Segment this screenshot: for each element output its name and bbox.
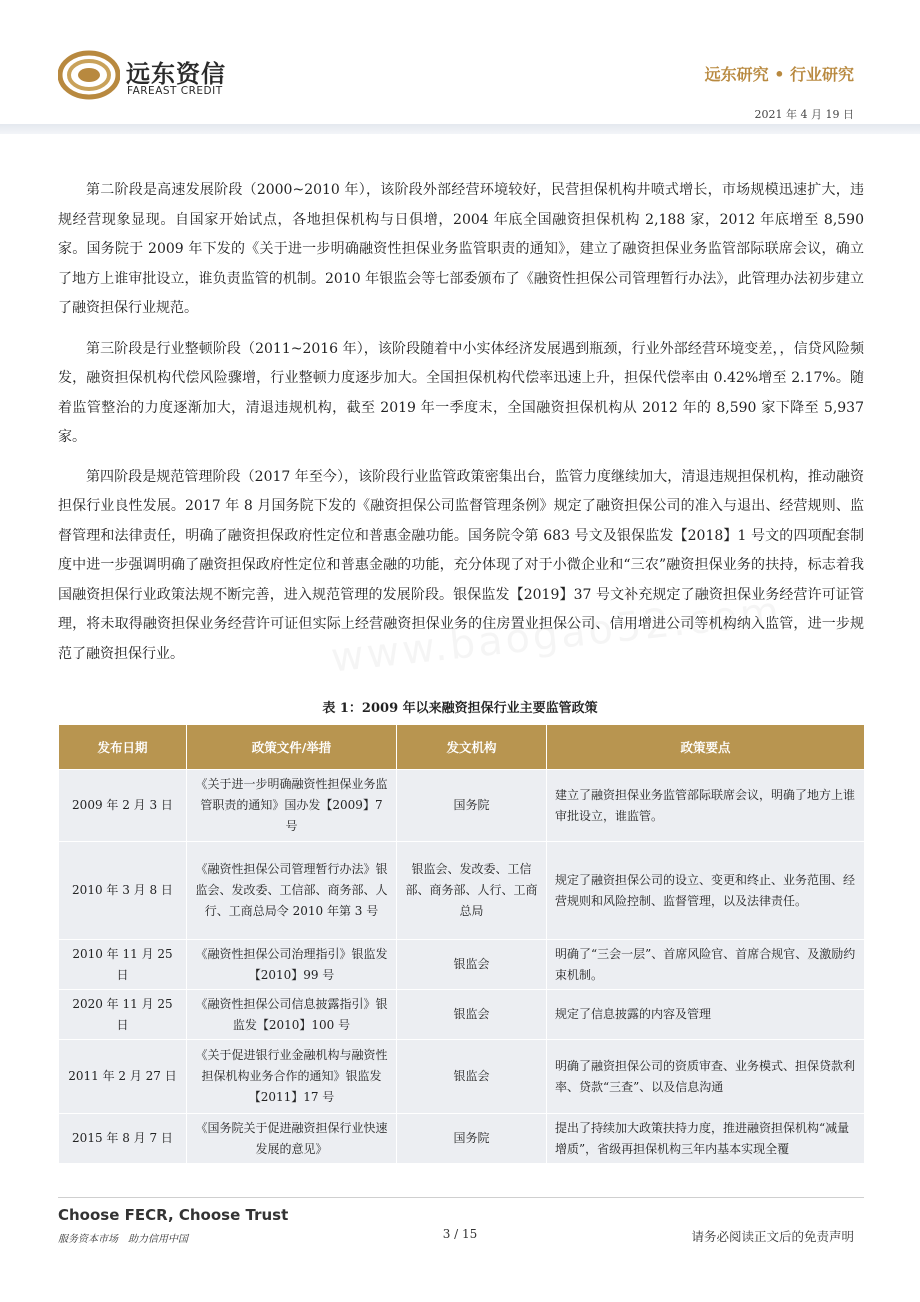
header-key-points: 政策要点 bbox=[547, 725, 865, 770]
cell-key-points: 建立了融资担保业务监管部际联席会议，明确了地方上谁审批设立，谁监管。 bbox=[547, 770, 865, 842]
footer-subslogan: 服务资本市场 助力信用中国 bbox=[58, 1234, 188, 1245]
cell-document: 《融资性担保公司信息披露指引》银监发【2010】100 号 bbox=[187, 990, 397, 1040]
cell-key-points: 提出了持续加大政策扶持力度，推进融资担保机构“减量增质”，省级再担保机构三年内基本实现全覆 bbox=[547, 1114, 865, 1164]
page-number: 3 / 15 bbox=[442, 1227, 478, 1241]
cell-document: 《关于促进银行业金融机构与融资性担保机构业务合作的通知》银监发【2011】17 号 bbox=[187, 1040, 397, 1114]
cell-issuer: 银监会 bbox=[397, 990, 547, 1040]
policy-table bbox=[58, 724, 865, 1164]
disclaimer-note: 请务必阅读正文后的免责声明 bbox=[691, 1229, 854, 1244]
cell-document: 《国务院关于促进融资担保行业快速发展的意见》 bbox=[187, 1114, 397, 1164]
table-row bbox=[59, 842, 865, 940]
paragraph-stage-four: 第四阶段是规范管理阶段（2017 年至今），该阶段行业监管政策密集出台，监管力度继续加大，清退违规担保机构，推动融资担保行业良性发展。2017 年 8 月国务院下发的《融资担保公司监督管理条例》规定了融资担保公司的准入与退出、经营规则、监督管理和法律责任，明确了融资担保政府性定位和普惠金融功能。国务院令第 683 号文及银保监发【2018】1 号文的四项配套制度中进一步强调明确了融资担保政府性定位和普惠金融的功能，充分体现了对于小微企业和“三农”融资担保业务的扶持，标志着我国融资担保行业政策法规不断完善，进入规范管理的发展阶段。银保监发【2019】37 号文补充规定了融资担保业务经营许可证管理，将未取得融资担保业务经营许可证但实际上经营融资担保业务的住房置业担保公司、信用增进公司等机构纳入监管，进一步规范了融资担保行业。 bbox=[58, 468, 864, 662]
cell-date: 2020 年 11 月 25 日 bbox=[59, 990, 187, 1040]
cell-date: 2009 年 2 月 3 日 bbox=[59, 770, 187, 842]
cell-key-points: 规定了融资担保公司的设立、变更和终止、业务范围、经营规则和风险控制、监督管理，以及法律责任。 bbox=[547, 842, 865, 940]
cell-document: 《融资性担保公司治理指引》银监发【2010】99 号 bbox=[187, 940, 397, 990]
header-date: 发布日期 bbox=[59, 725, 187, 770]
header-band bbox=[0, 124, 920, 134]
cell-issuer: 国务院 bbox=[397, 1114, 547, 1164]
report-date: 2021 年 4 月 19 日 bbox=[754, 108, 854, 121]
footer-slogan: Choose FECR, Choose Trust bbox=[58, 1206, 289, 1224]
page-header bbox=[0, 0, 920, 130]
cell-document: 《融资性担保公司管理暂行办法》银监会、发改委、工信部、商务部、人行、工商总局令 2010 年第 3 号 bbox=[187, 842, 397, 940]
cell-issuer: 银监会 bbox=[397, 1040, 547, 1114]
table-row bbox=[59, 990, 865, 1040]
cell-date: 2010 年 3 月 8 日 bbox=[59, 842, 187, 940]
cell-date: 2015 年 8 月 7 日 bbox=[59, 1114, 187, 1164]
table-row bbox=[59, 770, 865, 842]
cell-date: 2011 年 2 月 27 日 bbox=[59, 1040, 187, 1114]
paragraph-stage-two: 第二阶段是高速发展阶段（2000~2010 年），该阶段外部经营环境较好，民营担保机构井喷式增长，市场规模迅速扩大，违规经营现象显现。自国家开始试点，各地担保机构与日俱增，2004 年底全国融资担保机构 2,188 家，2012 年底增至 8,590 家。国务院于 2009 年下发的《关于进一步明确融资性担保业务监管职责的通知》，建立了融资担保业务监管部际联席会议，确立了地方上谁审批设立，谁负责监管的机制。2010 年银监会等七部委颁布了《融资性担保公司管理暂行办法》，此管理办法初步建立了融资担保行业规范。 bbox=[58, 182, 864, 316]
fareast-logo-icon bbox=[58, 50, 120, 100]
footer-divider bbox=[58, 1197, 864, 1198]
cell-issuer: 银监会、发改委、工信部、商务部、人行、工商总局 bbox=[397, 842, 547, 940]
report-section-title: 远东研究 • 行业研究 bbox=[704, 65, 854, 84]
cell-key-points: 明确了“三会一层”、首席风险官、首席合规官、及激励约束机制。 bbox=[547, 940, 865, 990]
table-header-row bbox=[59, 725, 865, 770]
table-row bbox=[59, 940, 865, 990]
cell-date: 2010 年 11 月 25 日 bbox=[59, 940, 187, 990]
logo-english-name: FAREAST CREDIT bbox=[127, 85, 223, 97]
paragraph-stage-three: 第三阶段是行业整顿阶段（2011~2016 年），该阶段随着中小实体经济发展遇到瓶颈，行业外部经营环境变差，，信贷风险频发，融资担保机构代偿风险骤增，行业整顿力度逐步加大。全国担保机构代偿率迅速上升，担保代偿率由 0.42%增至 2.17%。随着监管整治的力度逐渐加大，清退违规机构，截至 2019 年一季度末，全国融资担保机构从 2012 年的 8,590 家下降至 5,937 家。 bbox=[58, 340, 864, 445]
header-issuer: 发文机构 bbox=[397, 725, 547, 770]
cell-document: 《关于进一步明确融资性担保业务监管职责的通知》国办发【2009】7 号 bbox=[187, 770, 397, 842]
cell-issuer: 国务院 bbox=[397, 770, 547, 842]
cell-key-points: 规定了信息披露的内容及管理 bbox=[547, 990, 865, 1040]
cell-key-points: 明确了融资担保公司的资质审查、业务模式、担保贷款利率、贷款“三查”、以及信息沟通 bbox=[547, 1040, 865, 1114]
table-title: 表 1：2009 年以来融资担保行业主要监管政策 bbox=[322, 701, 598, 716]
header-document: 政策文件/举措 bbox=[187, 725, 397, 770]
cell-issuer: 银监会 bbox=[397, 940, 547, 990]
logo-chinese-name: 远东资信 bbox=[126, 60, 226, 88]
table-row bbox=[59, 1040, 865, 1114]
table-row bbox=[59, 1114, 865, 1164]
